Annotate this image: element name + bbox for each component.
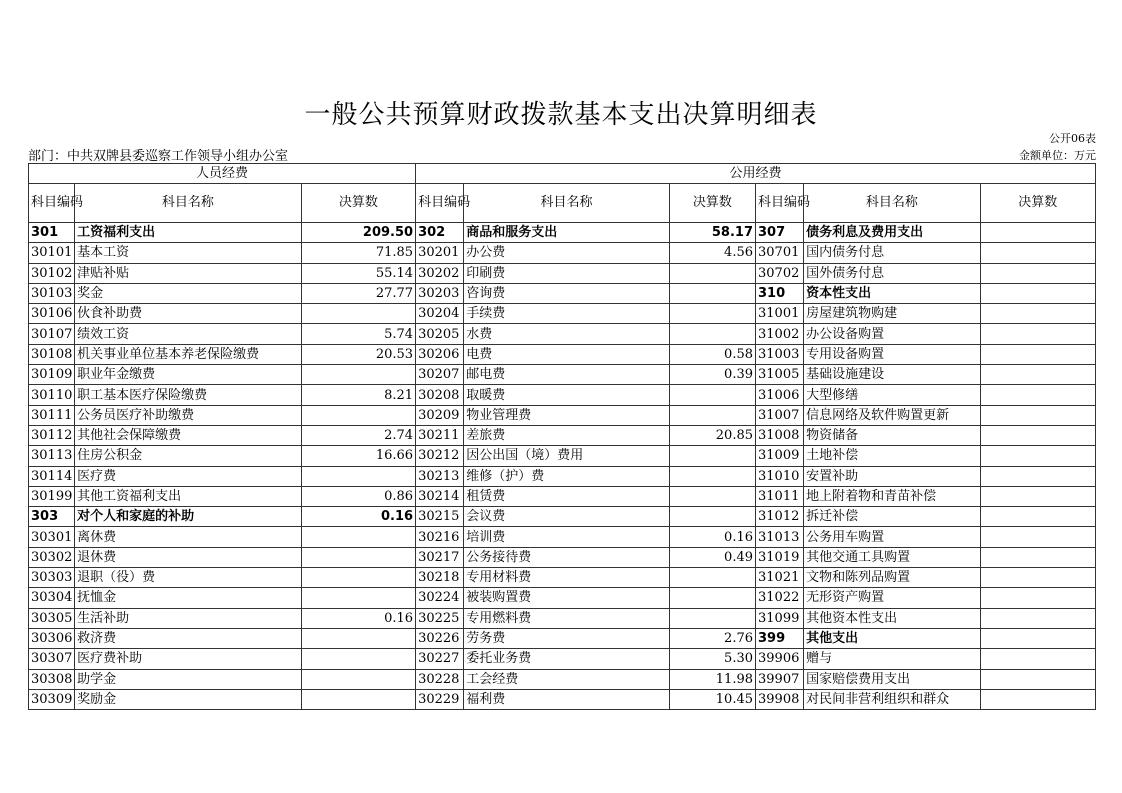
item-code: 30305 <box>29 608 75 628</box>
item-amount <box>980 689 1095 709</box>
item-name: 福利费 <box>464 689 670 709</box>
item-amount <box>980 486 1095 506</box>
item-code: 30199 <box>29 486 75 506</box>
name-header: 科目名称 <box>804 184 980 223</box>
item-amount: 209.50 <box>301 223 415 243</box>
item-amount: 0.58 <box>669 344 755 364</box>
item-name: 维修（护）费 <box>464 466 670 486</box>
item-name: 租赁费 <box>464 486 670 506</box>
item-name: 信息网络及软件购置更新 <box>804 405 980 425</box>
item-amount: 0.49 <box>669 547 755 567</box>
table-row <box>29 608 1096 628</box>
item-code: 30206 <box>416 344 464 364</box>
item-amount <box>980 283 1095 303</box>
item-name: 债务利息及费用支出 <box>804 223 980 243</box>
item-amount: 4.56 <box>669 243 755 263</box>
item-amount <box>669 608 755 628</box>
item-code: 30101 <box>29 243 75 263</box>
item-name: 奖励金 <box>75 689 302 709</box>
item-code: 30212 <box>416 446 464 466</box>
item-name: 退职（役）费 <box>75 568 302 588</box>
item-code: 30106 <box>29 304 75 324</box>
item-code: 31007 <box>756 405 804 425</box>
item-name: 差旅费 <box>464 425 670 445</box>
item-code: 30203 <box>416 283 464 303</box>
table-row <box>29 304 1096 324</box>
item-name: 因公出国（境）费用 <box>464 446 670 466</box>
item-code: 31021 <box>756 568 804 588</box>
item-amount: 16.66 <box>301 446 415 466</box>
item-name: 住房公积金 <box>75 446 302 466</box>
table-row <box>29 486 1096 506</box>
page-title: 一般公共预算财政拨款基本支出决算明细表 <box>304 100 818 130</box>
item-amount <box>669 446 755 466</box>
item-amount <box>980 527 1095 547</box>
item-code: 31001 <box>756 304 804 324</box>
table-row <box>29 527 1096 547</box>
item-code: 30301 <box>29 527 75 547</box>
item-amount <box>980 324 1095 344</box>
table-row <box>29 568 1096 588</box>
item-amount: 2.74 <box>301 425 415 445</box>
item-name: 无形资产购置 <box>804 588 980 608</box>
item-name: 大型修缮 <box>804 385 980 405</box>
item-amount <box>301 466 415 486</box>
table-row <box>29 223 1096 243</box>
item-amount <box>301 588 415 608</box>
item-amount <box>669 263 755 283</box>
item-code: 302 <box>416 223 464 243</box>
item-code: 31002 <box>756 324 804 344</box>
item-name: 资本性支出 <box>804 283 980 303</box>
item-code: 30205 <box>416 324 464 344</box>
item-amount <box>301 365 415 385</box>
item-amount <box>980 304 1095 324</box>
item-code: 30201 <box>416 243 464 263</box>
item-amount: 20.85 <box>669 425 755 445</box>
item-name: 手续费 <box>464 304 670 324</box>
item-amount <box>301 547 415 567</box>
table-row <box>29 365 1096 385</box>
item-code: 30108 <box>29 344 75 364</box>
table-row <box>29 446 1096 466</box>
item-name: 退休费 <box>75 547 302 567</box>
item-code: 30225 <box>416 608 464 628</box>
item-code: 39908 <box>756 689 804 709</box>
item-amount: 0.39 <box>669 365 755 385</box>
item-name: 救济费 <box>75 628 302 648</box>
item-name: 物资储备 <box>804 425 980 445</box>
item-code: 31012 <box>756 507 804 527</box>
name-header: 科目名称 <box>75 184 302 223</box>
item-name: 安置补助 <box>804 466 980 486</box>
item-amount <box>669 568 755 588</box>
item-code: 30103 <box>29 283 75 303</box>
item-code: 30304 <box>29 588 75 608</box>
item-code: 301 <box>29 223 75 243</box>
amount-unit-label: 金额单位：万元 <box>1019 149 1096 162</box>
item-amount <box>980 466 1095 486</box>
item-name: 国家赔偿费用支出 <box>804 669 980 689</box>
item-code: 30307 <box>29 649 75 669</box>
table-row <box>29 547 1096 567</box>
department-label: 部门：中共双牌县委巡察工作领导小组办公室 <box>28 149 289 164</box>
item-name: 国外债务付息 <box>804 263 980 283</box>
item-code: 30202 <box>416 263 464 283</box>
item-code: 30701 <box>756 243 804 263</box>
item-amount <box>301 527 415 547</box>
item-name: 公务员医疗补助缴费 <box>75 405 302 425</box>
public-header: 公用经费 <box>416 164 1096 184</box>
item-amount: 0.16 <box>301 507 415 527</box>
item-name: 基本工资 <box>75 243 302 263</box>
item-code: 30309 <box>29 689 75 709</box>
item-name: 邮电费 <box>464 365 670 385</box>
item-amount <box>980 446 1095 466</box>
item-name: 其他交通工具购置 <box>804 547 980 567</box>
item-code: 30213 <box>416 466 464 486</box>
item-code: 31013 <box>756 527 804 547</box>
item-name: 水费 <box>464 324 670 344</box>
item-code: 30303 <box>29 568 75 588</box>
item-name: 机关事业单位基本养老保险缴费 <box>75 344 302 364</box>
item-name: 津贴补贴 <box>75 263 302 283</box>
table-row <box>29 344 1096 364</box>
item-code: 30114 <box>29 466 75 486</box>
item-code: 30215 <box>416 507 464 527</box>
item-amount: 0.16 <box>669 527 755 547</box>
item-code: 30112 <box>29 425 75 445</box>
item-name: 对民间非营利组织和群众 <box>804 689 980 709</box>
item-name: 赠与 <box>804 649 980 669</box>
code-header: 科目编码 <box>29 184 75 223</box>
table-row <box>29 324 1096 344</box>
item-name: 职业年金缴费 <box>75 365 302 385</box>
item-code: 30109 <box>29 365 75 385</box>
item-name: 基础设施建设 <box>804 365 980 385</box>
item-amount <box>980 263 1095 283</box>
item-code: 30308 <box>29 669 75 689</box>
item-amount <box>669 486 755 506</box>
item-name: 土地补偿 <box>804 446 980 466</box>
item-code: 31006 <box>756 385 804 405</box>
table-row <box>29 689 1096 709</box>
item-code: 30302 <box>29 547 75 567</box>
item-amount <box>669 466 755 486</box>
code-header: 科目编码 <box>756 184 804 223</box>
personnel-header: 人员经费 <box>29 164 416 184</box>
item-code: 31022 <box>756 588 804 608</box>
table-row <box>29 507 1096 527</box>
item-name: 其他资本性支出 <box>804 608 980 628</box>
item-amount <box>980 628 1095 648</box>
item-name: 电费 <box>464 344 670 364</box>
item-code: 30204 <box>416 304 464 324</box>
form-number: 公开06表 <box>1049 132 1096 145</box>
item-code: 30211 <box>416 425 464 445</box>
table-row <box>29 243 1096 263</box>
item-name: 伙食补助费 <box>75 304 302 324</box>
item-name: 职工基本医疗保险缴费 <box>75 385 302 405</box>
item-name: 会议费 <box>464 507 670 527</box>
group-header-row <box>29 164 1096 184</box>
item-amount <box>669 324 755 344</box>
item-name: 医疗费补助 <box>75 649 302 669</box>
item-amount <box>301 689 415 709</box>
item-amount <box>980 344 1095 364</box>
item-amount <box>980 507 1095 527</box>
item-code: 31099 <box>756 608 804 628</box>
item-name: 工资福利支出 <box>75 223 302 243</box>
item-amount: 2.76 <box>669 628 755 648</box>
item-name: 助学金 <box>75 669 302 689</box>
item-name: 专用材料费 <box>464 568 670 588</box>
item-code: 30306 <box>29 628 75 648</box>
item-name: 国内债务付息 <box>804 243 980 263</box>
column-header-row <box>29 184 1096 223</box>
item-code: 30214 <box>416 486 464 506</box>
item-code: 30113 <box>29 446 75 466</box>
item-name: 公务接待费 <box>464 547 670 567</box>
item-name: 医疗费 <box>75 466 302 486</box>
item-amount <box>980 588 1095 608</box>
item-code: 30102 <box>29 263 75 283</box>
item-amount: 20.53 <box>301 344 415 364</box>
item-amount <box>301 405 415 425</box>
item-name: 培训费 <box>464 527 670 547</box>
item-name: 专用燃料费 <box>464 608 670 628</box>
item-name: 房屋建筑物购建 <box>804 304 980 324</box>
item-code: 30110 <box>29 385 75 405</box>
item-code: 30226 <box>416 628 464 648</box>
table-row <box>29 385 1096 405</box>
item-amount <box>980 223 1095 243</box>
item-name: 离休费 <box>75 527 302 547</box>
item-code: 31010 <box>756 466 804 486</box>
item-code: 39906 <box>756 649 804 669</box>
item-name: 咨询费 <box>464 283 670 303</box>
item-code: 30224 <box>416 588 464 608</box>
item-code: 303 <box>29 507 75 527</box>
item-amount <box>301 669 415 689</box>
item-code: 31019 <box>756 547 804 567</box>
item-code: 30209 <box>416 405 464 425</box>
item-amount: 11.98 <box>669 669 755 689</box>
item-name: 被装购置费 <box>464 588 670 608</box>
item-amount: 58.17 <box>669 223 755 243</box>
item-amount <box>980 405 1095 425</box>
item-amount: 0.16 <box>301 608 415 628</box>
name-header: 科目名称 <box>464 184 670 223</box>
item-name: 工会经费 <box>464 669 670 689</box>
item-code: 30111 <box>29 405 75 425</box>
item-name: 公务用车购置 <box>804 527 980 547</box>
item-name: 取暖费 <box>464 385 670 405</box>
item-code: 31008 <box>756 425 804 445</box>
item-amount <box>301 649 415 669</box>
item-name: 劳务费 <box>464 628 670 648</box>
item-code: 31005 <box>756 365 804 385</box>
item-amount: 27.77 <box>301 283 415 303</box>
amount-header: 决算数 <box>301 184 415 223</box>
table-row <box>29 263 1096 283</box>
item-amount: 5.74 <box>301 324 415 344</box>
item-name: 专用设备购置 <box>804 344 980 364</box>
item-name: 商品和服务支出 <box>464 223 670 243</box>
table-row <box>29 649 1096 669</box>
item-name: 办公费 <box>464 243 670 263</box>
item-amount <box>669 588 755 608</box>
item-name: 办公设备购置 <box>804 324 980 344</box>
item-name: 文物和陈列品购置 <box>804 568 980 588</box>
item-code: 399 <box>756 628 804 648</box>
item-name: 其他支出 <box>804 628 980 648</box>
item-code: 31003 <box>756 344 804 364</box>
item-amount <box>980 425 1095 445</box>
item-amount <box>980 365 1095 385</box>
item-code: 30216 <box>416 527 464 547</box>
item-amount <box>980 568 1095 588</box>
table-row <box>29 425 1096 445</box>
amount-header: 决算数 <box>980 184 1095 223</box>
item-amount <box>669 507 755 527</box>
item-code: 31011 <box>756 486 804 506</box>
item-amount <box>980 385 1095 405</box>
item-amount <box>980 547 1095 567</box>
table-row <box>29 669 1096 689</box>
item-name: 抚恤金 <box>75 588 302 608</box>
item-amount: 8.21 <box>301 385 415 405</box>
item-name: 印刷费 <box>464 263 670 283</box>
item-name: 对个人和家庭的补助 <box>75 507 302 527</box>
item-code: 39907 <box>756 669 804 689</box>
item-amount <box>301 304 415 324</box>
code-header: 科目编码 <box>416 184 464 223</box>
item-amount <box>980 649 1095 669</box>
item-amount <box>980 243 1095 263</box>
table-row <box>29 628 1096 648</box>
item-amount: 5.30 <box>669 649 755 669</box>
item-name: 生活补助 <box>75 608 302 628</box>
table-row <box>29 466 1096 486</box>
item-code: 307 <box>756 223 804 243</box>
item-amount <box>669 304 755 324</box>
item-code: 30218 <box>416 568 464 588</box>
item-amount <box>669 405 755 425</box>
item-name: 拆迁补偿 <box>804 507 980 527</box>
item-amount <box>669 283 755 303</box>
item-name: 其他工资福利支出 <box>75 486 302 506</box>
item-code: 30229 <box>416 689 464 709</box>
expenditure-table <box>28 163 1096 710</box>
item-code: 30208 <box>416 385 464 405</box>
item-name: 委托业务费 <box>464 649 670 669</box>
item-code: 30207 <box>416 365 464 385</box>
item-code: 30217 <box>416 547 464 567</box>
item-code: 30227 <box>416 649 464 669</box>
item-code: 30228 <box>416 669 464 689</box>
item-name: 绩效工资 <box>75 324 302 344</box>
table-row <box>29 405 1096 425</box>
item-name: 奖金 <box>75 283 302 303</box>
item-code: 30702 <box>756 263 804 283</box>
item-amount <box>669 385 755 405</box>
table-row <box>29 283 1096 303</box>
item-code: 30107 <box>29 324 75 344</box>
table-row <box>29 588 1096 608</box>
item-amount: 0.86 <box>301 486 415 506</box>
item-code: 31009 <box>756 446 804 466</box>
item-amount <box>301 568 415 588</box>
item-amount <box>980 608 1095 628</box>
item-amount <box>980 669 1095 689</box>
item-name: 其他社会保障缴费 <box>75 425 302 445</box>
amount-header: 决算数 <box>669 184 755 223</box>
item-code: 310 <box>756 283 804 303</box>
item-amount: 55.14 <box>301 263 415 283</box>
item-name: 地上附着物和青苗补偿 <box>804 486 980 506</box>
item-amount: 10.45 <box>669 689 755 709</box>
item-amount <box>301 628 415 648</box>
item-amount: 71.85 <box>301 243 415 263</box>
item-name: 物业管理费 <box>464 405 670 425</box>
